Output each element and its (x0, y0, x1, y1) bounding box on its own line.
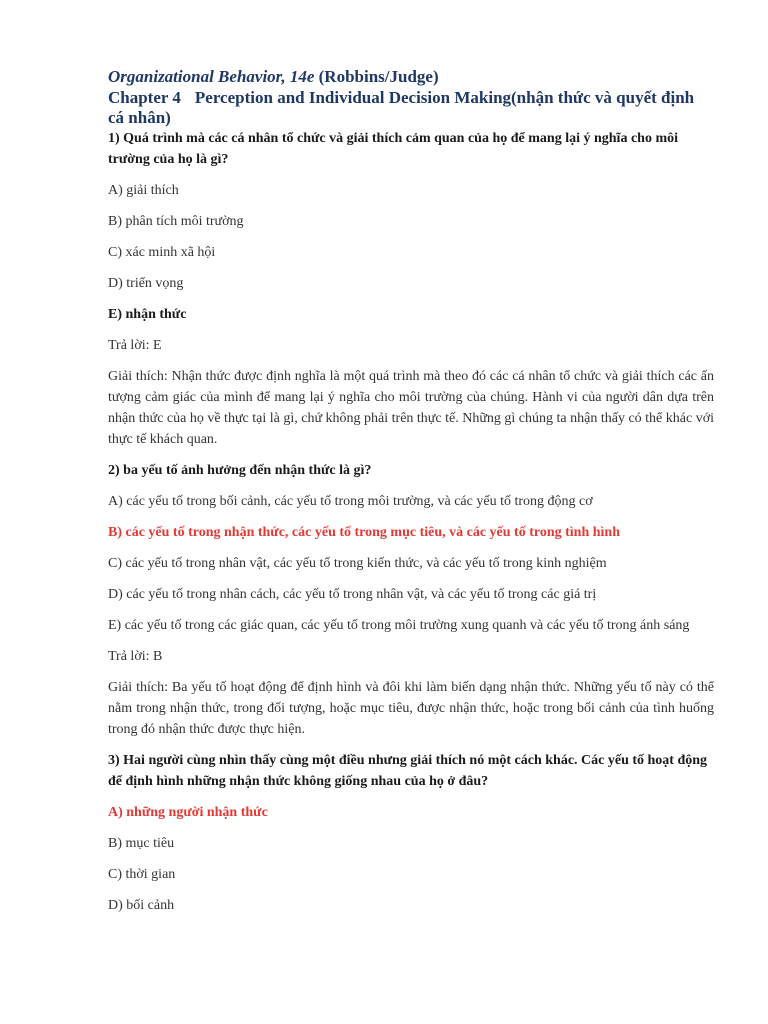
q1-explanation: Giải thích: Nhận thức được định nghĩa là một quá trình mà theo đó các cá nhân tổ chức và giải thích các ấn tượng cảm giác của mình để mang lại ý nghĩa cho môi trường của chúng. Hành vi của người dân dựa trên nhận thức của họ về thực tại là gì, chứ không phải trên thực tế. Những gì chúng ta nhận thấy có thể khác với thực tế khách quan. (108, 369, 714, 447)
q2-option-b: B) các yếu tố trong nhận thức, các yếu tố trong mục tiêu, và các yếu tố trong tình hình (108, 525, 621, 540)
q1-option-a: A) giải thích (108, 183, 179, 198)
q3-option-c: C) thời gian (108, 867, 176, 882)
book-title (108, 66, 714, 88)
book-authors: (Robbins/Judge) (314, 67, 439, 86)
question-2: 2) ba yếu tố ảnh hưởng đến nhận thức là gì? (108, 463, 372, 478)
q1-option-e: E) nhận thức (108, 307, 187, 322)
q1-option-b: B) phân tích môi trường (108, 214, 244, 229)
question-3: 3) Hai người cùng nhìn thấy cùng một điều nhưng giải thích nó một cách khác. Các yếu tố hoạt động để định hình những nhận thức không giống nhau của họ ở đâu? (108, 753, 708, 789)
q2-option-e: E) các yếu tố trong các giác quan, các yếu tố trong môi trường xung quanh và các yếu tố trong ánh sáng (108, 618, 690, 633)
q3-option-a: A) những người nhận thức (108, 805, 268, 820)
q3-option-d: D) bối cảnh (108, 898, 175, 913)
q2-option-a: A) các yếu tố trong bối cảnh, các yếu tố trong môi trường, và các yếu tố trong động cơ (108, 494, 593, 509)
chapter-heading (108, 88, 714, 128)
q3-option-b: B) mục tiêu (108, 836, 175, 851)
q2-answer: Trả lời: B (108, 649, 163, 664)
q1-option-d: D) triển vọng (108, 276, 184, 291)
q2-explanation: Giải thích: Ba yếu tố hoạt động để định hình và đôi khi làm biến dạng nhận thức. Những yếu tố này có thể nằm trong nhận thức, trong đối tượng, hoặc mục tiêu, được nhận thức, hoặc trong bối cảnh của tình huống trong đó nhận thức được thực hiện. (108, 680, 714, 737)
chapter-title: Perception and Individual Decision Making(nhận thức và quyết định cá nhân) (108, 88, 695, 127)
chapter-number: Chapter 4 (108, 88, 181, 107)
q1-answer: Trả lời: E (108, 338, 162, 353)
book-name: Organizational Behavior, 14e (108, 67, 315, 86)
question-1: 1) Quá trình mà các cá nhân tổ chức và giải thích cảm quan của họ để mang lại ý nghĩa cho môi trường của họ là gì? (108, 131, 678, 167)
q2-option-d: D) các yếu tố trong nhân cách, các yếu tố trong nhân vật, và các yếu tố trong các giá trị (108, 587, 597, 602)
q2-option-c: C) các yếu tố trong nhân vật, các yếu tố trong kiến thức, và các yếu tố trong kinh nghiệm (108, 556, 607, 571)
document-content (108, 66, 714, 916)
q1-option-c: C) xác minh xã hội (108, 245, 216, 260)
